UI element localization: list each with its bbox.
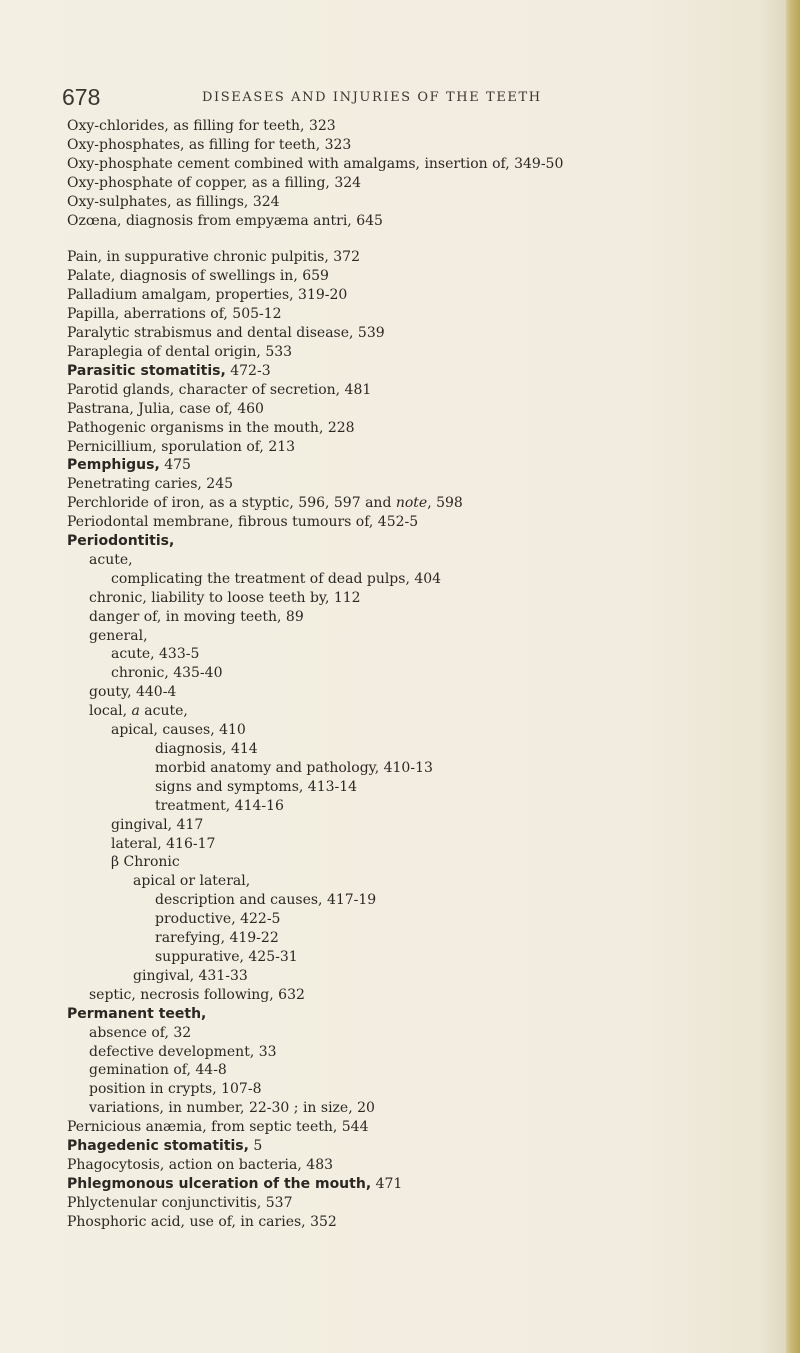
index-text: defective development, 33 — [89, 1043, 277, 1060]
index-entry — [67, 343, 767, 362]
index-entry — [67, 532, 767, 551]
index-text-tail: acute, — [139, 703, 188, 720]
index-text: septic, necrosis following, 632 — [89, 986, 305, 1003]
index-text: absence of, 32 — [89, 1024, 192, 1041]
index-text: lateral, 416-17 — [111, 835, 216, 852]
index-text: Paralytic strabismus and dental disease, 539 — [67, 325, 385, 342]
index-text: signs and symptoms, 413-14 — [155, 778, 358, 795]
index-entry — [67, 816, 767, 835]
index-text: Parotid glands, character of secretion, 481 — [67, 381, 372, 398]
index-text: position in crypts, 107-8 — [89, 1081, 262, 1098]
index-text: gingival, 417 — [111, 816, 204, 833]
page-edge — [786, 0, 800, 1353]
index-entry — [67, 551, 767, 570]
running-head: DISEASES AND INJURIES OF THE TEETH — [202, 90, 542, 105]
index-text: complicating the treatment of dead pulps, 404 — [111, 570, 442, 587]
index-heading: Parasitic stomatitis, — [67, 362, 226, 379]
index-entry — [67, 835, 767, 854]
index-text: Papilla, aberrations of, 505-12 — [67, 306, 282, 323]
index-text: suppurative, 425-31 — [155, 948, 298, 965]
index-text: danger of, in moving teeth, 89 — [89, 608, 304, 625]
index-text: β Chronic — [111, 854, 180, 871]
index-entry — [67, 305, 767, 324]
index-entry — [67, 891, 767, 910]
index-entry — [67, 1099, 767, 1118]
index-text: gouty, 440-4 — [89, 684, 177, 701]
index-entry — [67, 910, 767, 929]
index-text: 475 — [159, 457, 191, 474]
index-entry — [67, 1005, 767, 1024]
index-text: description and causes, 417-19 — [155, 892, 377, 909]
index-text: 471 — [371, 1175, 403, 1192]
index-text: 5 — [248, 1138, 263, 1155]
index-entry — [67, 702, 767, 721]
index-entry — [67, 872, 767, 891]
index-entry — [67, 589, 767, 608]
index-text: diagnosis, 414 — [155, 741, 258, 757]
index-text: Paraplegia of dental origin, 533 — [67, 343, 293, 360]
index-entry — [67, 1137, 767, 1156]
index-italic: a — [131, 703, 140, 720]
index-entry — [67, 778, 767, 797]
page-header — [62, 84, 682, 114]
index-group — [67, 117, 767, 230]
index-text: apical or lateral, — [133, 873, 251, 890]
index-text: Pernicillium, sporulation of, 213 — [67, 438, 296, 455]
index-text: morbid anatomy and pathology, 410-13 — [155, 759, 433, 776]
index-list — [67, 117, 767, 1232]
index-heading: Permanent teeth, — [67, 1005, 207, 1022]
index-entry — [67, 1024, 767, 1043]
index-text: treatment, 414-16 — [155, 797, 284, 814]
index-entry — [67, 1175, 767, 1194]
index-text: Oxy-sulphates, as fillings, 324 — [67, 193, 280, 210]
index-text: apical, causes, 410 — [111, 722, 246, 739]
index-text: Oxy-chlorides, as filling for teeth, 323 — [67, 118, 336, 134]
index-entry — [67, 381, 767, 400]
index-text: Pain, in suppurative chronic pulpitis, 372 — [67, 249, 360, 266]
index-text: acute, — [89, 551, 133, 568]
index-entry — [67, 456, 767, 475]
index-entry — [67, 286, 767, 305]
index-text: Palladium amalgam, properties, 319-20 — [67, 287, 348, 304]
index-text: chronic, 435-40 — [111, 665, 223, 682]
index-entry — [67, 627, 767, 646]
index-entry — [67, 513, 767, 532]
index-text: Periodontal membrane, fibrous tumours of, 452-5 — [67, 514, 419, 531]
index-text: gemination of, 44-8 — [89, 1062, 227, 1079]
index-heading: Pemphigus, — [67, 457, 160, 474]
page-number: 678 — [62, 84, 101, 110]
index-text: Pastrana, Julia, case of, 460 — [67, 400, 264, 417]
index-entry — [67, 1061, 767, 1080]
index-entry — [67, 324, 767, 343]
index-entry — [67, 853, 767, 872]
index-heading: Periodontitis, — [67, 533, 175, 550]
index-entry — [67, 967, 767, 986]
index-text: Phosphoric acid, use of, in caries, 352 — [67, 1213, 337, 1230]
index-entry — [67, 494, 767, 513]
index-text: Phlyctenular conjunctivitis, 537 — [67, 1194, 293, 1211]
index-entry — [67, 212, 767, 231]
index-text: productive, 422-5 — [155, 911, 281, 928]
index-text: Penetrating caries, 245 — [67, 476, 234, 493]
index-entry — [67, 986, 767, 1005]
index-entry — [67, 248, 767, 267]
index-entry — [67, 136, 767, 155]
index-entry — [67, 419, 767, 438]
index-entry — [67, 1213, 767, 1232]
index-entry — [67, 1156, 767, 1175]
index-text: acute, 433-5 — [111, 646, 200, 663]
index-text: local, — [89, 703, 132, 720]
index-entry — [67, 570, 767, 589]
index-entry — [67, 362, 767, 381]
index-text: Perchloride of iron, as a styptic, 596, 597 and — [67, 495, 396, 512]
index-text: variations, in number, 22-30 ; in size, 20 — [89, 1100, 375, 1117]
index-group — [67, 248, 767, 1231]
index-entry — [67, 1194, 767, 1213]
index-entry — [67, 1118, 767, 1137]
index-text: Oxy-phosphate cement combined with amalgams, insertion of, 349-50 — [67, 155, 564, 172]
index-entry — [67, 193, 767, 212]
index-entry — [67, 267, 767, 286]
index-entry — [67, 608, 767, 627]
index-entry — [67, 797, 767, 816]
index-text: Palate, diagnosis of swellings in, 659 — [67, 268, 329, 285]
index-text: Ozœna, diagnosis from empyæma antri, 645 — [67, 212, 383, 229]
index-entry — [67, 664, 767, 683]
index-entry — [67, 759, 767, 778]
index-text: 472-3 — [225, 362, 271, 379]
index-entry — [67, 438, 767, 457]
index-entry — [67, 683, 767, 702]
index-text: general, — [89, 627, 148, 644]
index-entry — [67, 645, 767, 664]
index-entry — [67, 740, 767, 759]
index-entry — [67, 400, 767, 419]
index-entry — [67, 174, 767, 193]
index-heading: Phagedenic stomatitis, — [67, 1138, 249, 1155]
index-text: Oxy-phosphates, as filling for teeth, 323 — [67, 136, 352, 153]
index-text: Phagocytosis, action on bacteria, 483 — [67, 1156, 334, 1173]
index-italic: note — [395, 495, 428, 512]
index-text: rarefying, 419-22 — [155, 930, 279, 947]
index-text-tail: , 598 — [427, 495, 463, 512]
index-text: Oxy-phosphate of copper, as a filling, 324 — [67, 174, 362, 191]
index-entry — [67, 721, 767, 740]
index-entry — [67, 1043, 767, 1062]
index-entry — [67, 948, 767, 967]
index-entry — [67, 929, 767, 948]
index-text: Pathogenic organisms in the mouth, 228 — [67, 419, 355, 436]
index-entry — [67, 475, 767, 494]
index-text: chronic, liability to loose teeth by, 112 — [89, 589, 361, 606]
index-entry — [67, 1080, 767, 1099]
index-text: gingival, 431-33 — [133, 967, 248, 984]
index-heading: Phlegmonous ulceration of the mouth, — [67, 1175, 372, 1192]
index-text: Pernicious anæmia, from septic teeth, 544 — [67, 1119, 369, 1136]
index-entry — [67, 117, 767, 136]
index-entry — [67, 155, 767, 174]
